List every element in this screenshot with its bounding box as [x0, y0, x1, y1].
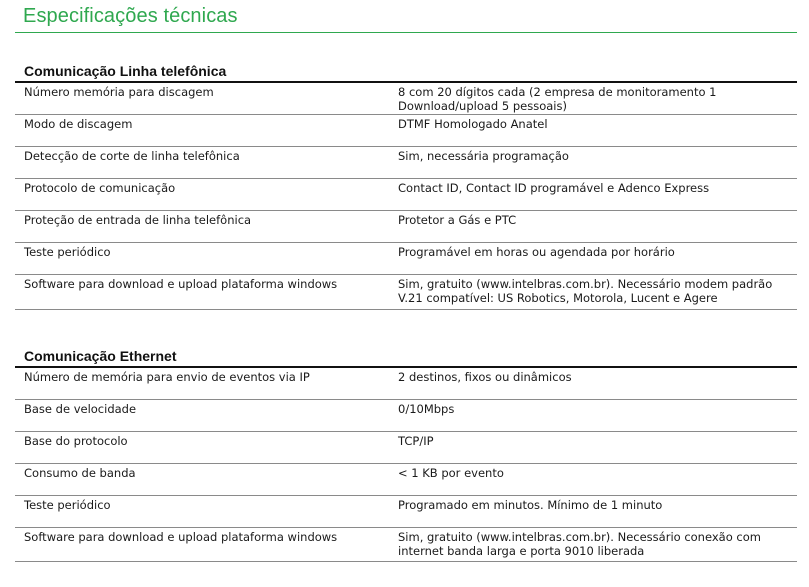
spec-row: [15, 368, 797, 400]
spec-label: Número de memória para envio de eventos via IP: [24, 370, 310, 384]
spec-value: 8 com 20 dígitos cada (2 empresa de monitoramento 1 Download/upload 5 pessoais): [398, 85, 717, 113]
spec-row: [15, 275, 797, 310]
spec-row: [15, 179, 797, 211]
section-heading: Comunicação Ethernet: [24, 348, 177, 364]
spec-label: Base do protocolo: [24, 434, 128, 448]
page-title: Especificações técnicas: [23, 5, 238, 27]
spec-label: Detecção de corte de linha telefônica: [24, 149, 240, 163]
spec-row: [15, 147, 797, 179]
spec-label: Consumo de banda: [24, 466, 136, 480]
spec-value: DTMF Homologado Anatel: [398, 117, 548, 131]
spec-value: Programado em minutos. Mínimo de 1 minuto: [398, 498, 663, 512]
spec-value: < 1 KB por evento: [398, 466, 504, 480]
title-divider: [15, 32, 797, 33]
spec-value: 2 destinos, fixos ou dinâmicos: [398, 370, 572, 384]
spec-label: Teste periódico: [24, 498, 111, 512]
spec-row: [15, 496, 797, 528]
spec-value: Sim, gratuito (www.intelbras.com.br). Necessário modem padrão V.21 compatível: US Robotics, Motorola, Lucent e Agere: [398, 277, 773, 305]
spec-row: [15, 211, 797, 243]
spec-row: [15, 464, 797, 496]
spec-row: [15, 83, 797, 115]
spec-row: [15, 528, 797, 562]
spec-row: [15, 243, 797, 275]
spec-row: [15, 115, 797, 147]
spec-value: Contact ID, Contact ID programável e Adenco Express: [398, 181, 710, 195]
spec-label: Base de velocidade: [24, 402, 137, 416]
spec-row: [15, 432, 797, 464]
spec-label: Número memória para discagem: [24, 85, 214, 99]
spec-label: Software para download e upload plataforma windows: [24, 277, 338, 291]
spec-label: Teste periódico: [24, 245, 111, 259]
spec-value: Sim, necessária programação: [398, 149, 569, 163]
section-heading: Comunicação Linha telefônica: [24, 63, 227, 79]
spec-value: 0/10Mbps: [398, 402, 455, 416]
section-ethernet: [15, 346, 797, 562]
spec-value: Protetor a Gás e PTC: [398, 213, 517, 227]
spec-label: Software para download e upload plataforma windows: [24, 530, 338, 544]
section-telephone-line: [15, 61, 797, 310]
spec-row: [15, 400, 797, 432]
spec-value: Sim, gratuito (www.intelbras.com.br). Necessário conexão com internet banda larga e porta 9010 liberada: [398, 530, 761, 558]
spec-value: TCP/IP: [398, 434, 434, 448]
spec-label: Protocolo de comunicação: [24, 181, 176, 195]
spec-label: Modo de discagem: [24, 117, 133, 131]
spec-value: Programável em horas ou agendada por horário: [398, 245, 675, 259]
spec-label: Proteção de entrada de linha telefônica: [24, 213, 252, 227]
